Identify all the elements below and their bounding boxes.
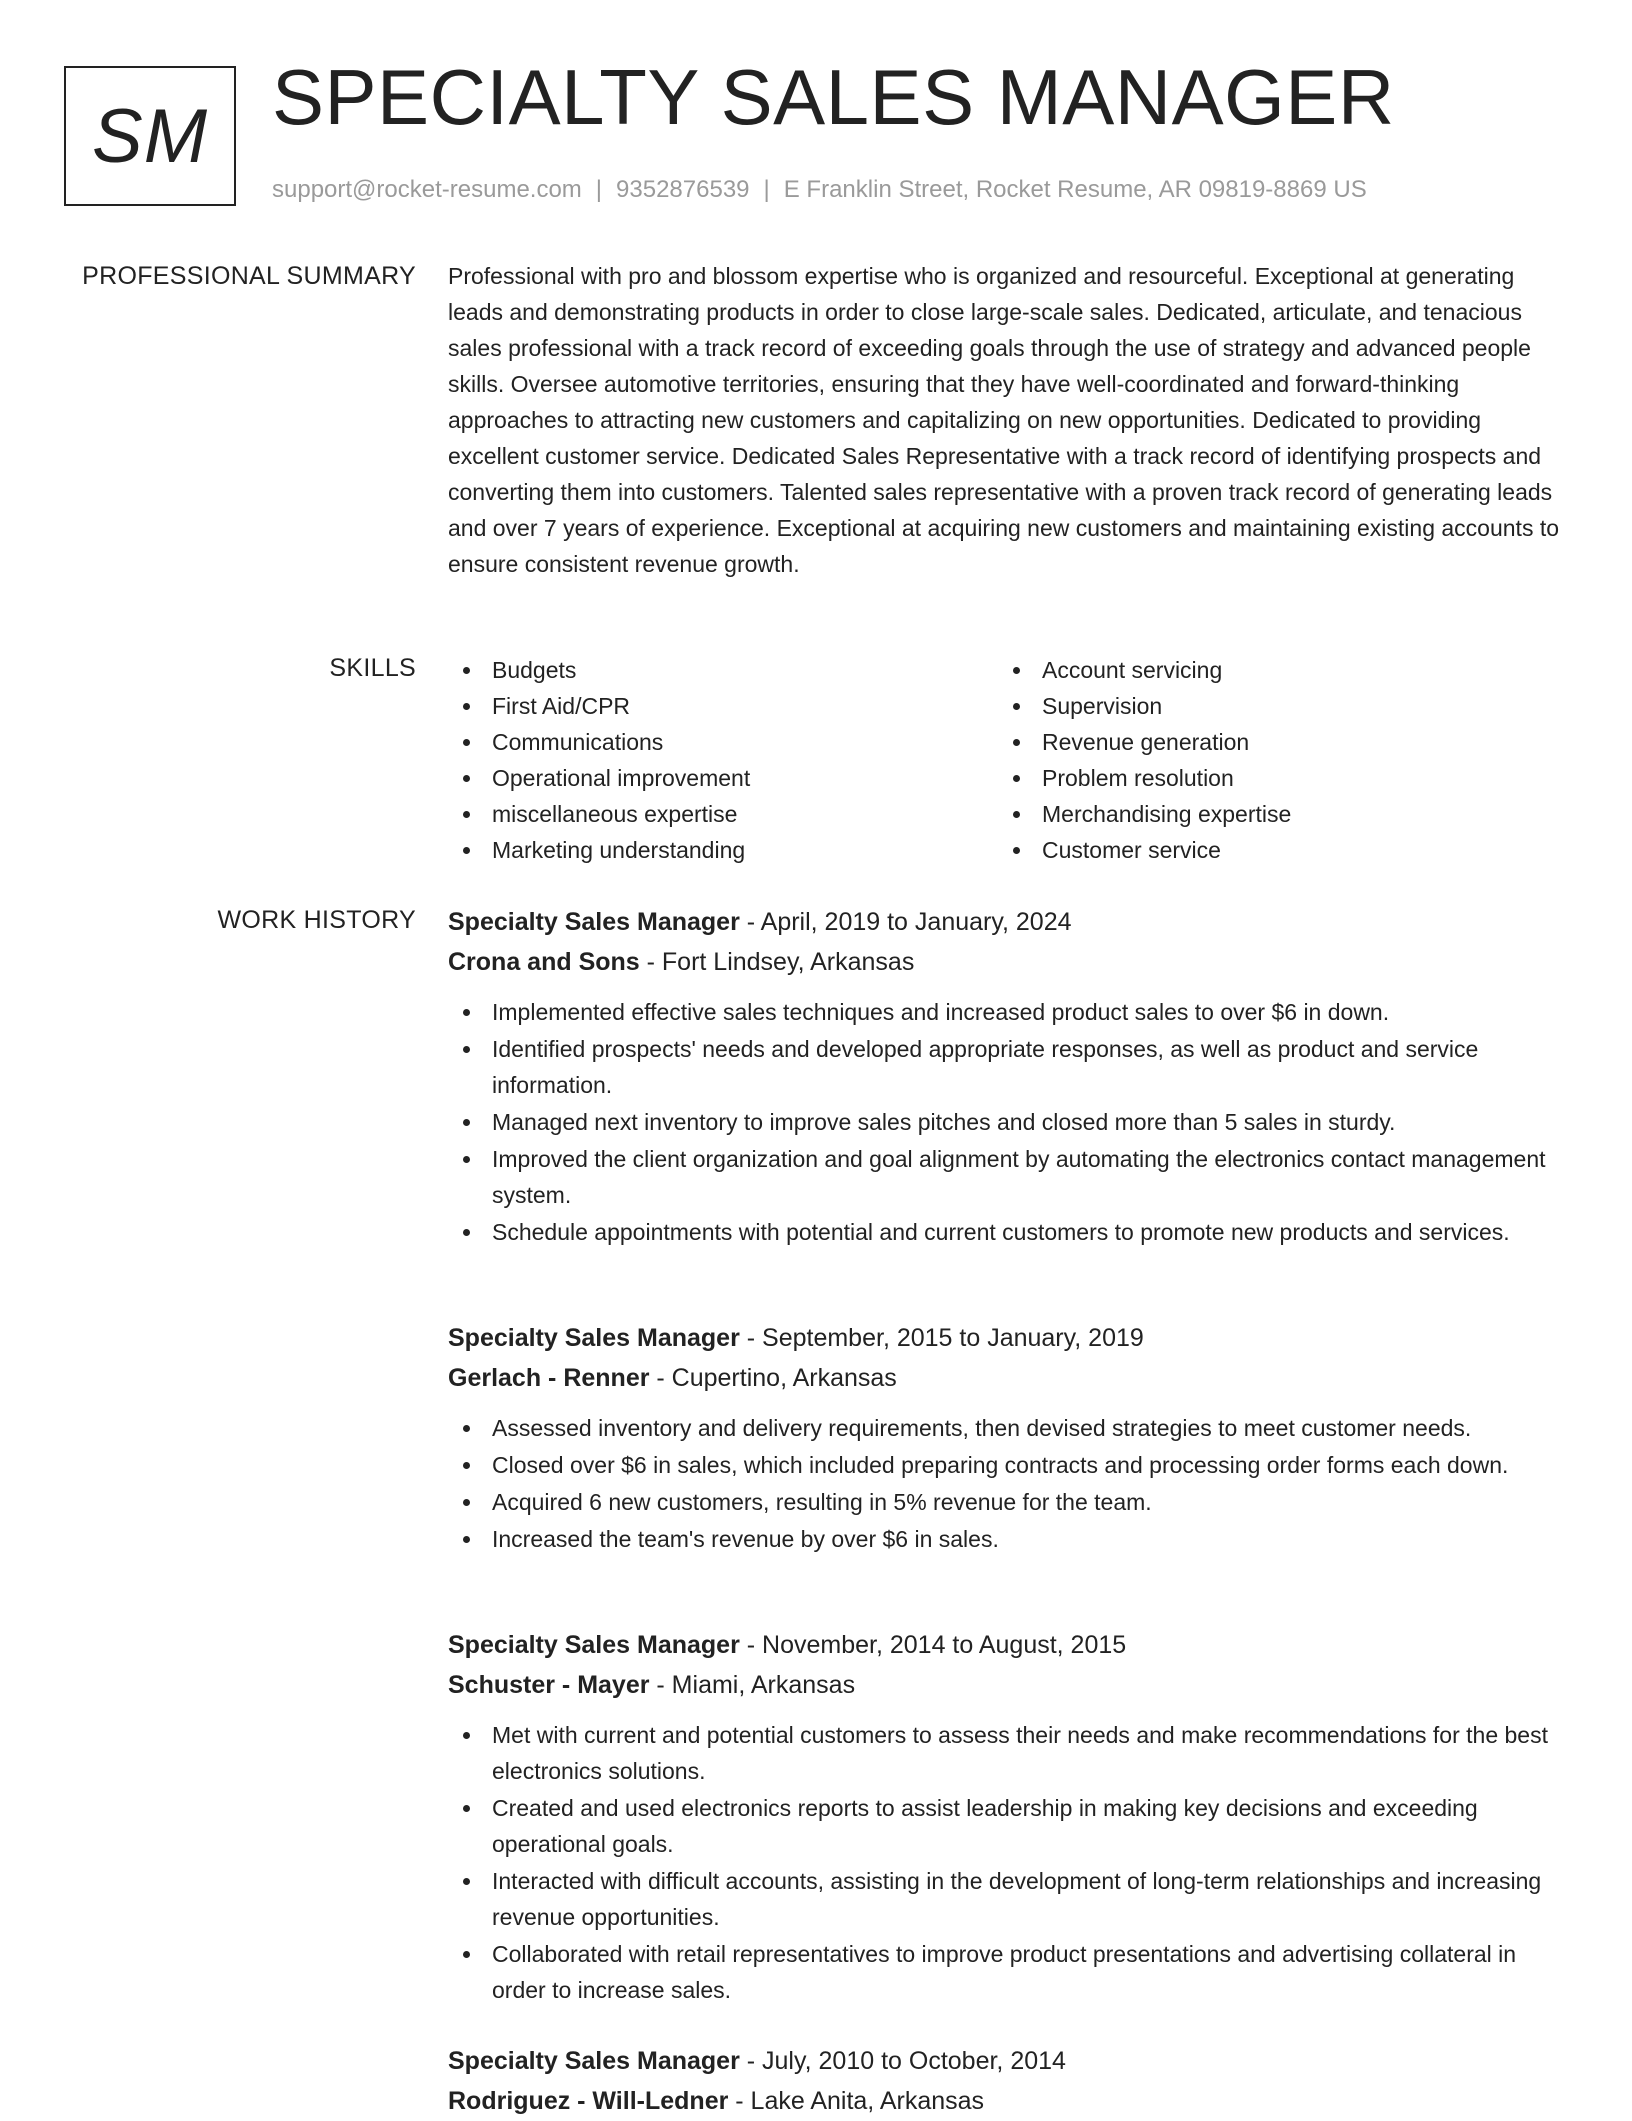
- contact-separator: |: [595, 176, 603, 203]
- job-location: - Fort Lindsey, Arkansas: [639, 948, 915, 976]
- job-bullet: Schedule appointments with potential and current customers to promote new products and services.: [448, 1214, 1568, 1250]
- job-role: Specialty Sales Manager: [448, 1324, 740, 1352]
- contact-separator: |: [763, 176, 770, 203]
- job-bullet-list: [448, 1717, 1568, 2008]
- job-location: - Cupertino, Arkansas: [649, 1364, 897, 1392]
- job-bullet: Closed over $6 in sales, which included preparing contracts and processing order forms each down.: [448, 1447, 1568, 1483]
- job-bullet: Implemented effective sales techniques and increased product sales to over $6 in down.: [448, 994, 1568, 1030]
- skill-item: Merchandising expertise: [998, 796, 1548, 832]
- job-company-line: [448, 1358, 1568, 1398]
- job-title-line: [448, 902, 1568, 942]
- job-bullet-list: [448, 994, 1568, 1250]
- contact-phone: 9352876539: [616, 176, 750, 203]
- job-entry: [448, 1318, 1568, 1625]
- job-bullet: Increased the team's revenue by over $6 in sales.: [448, 1521, 1568, 1557]
- skills-list-right: [998, 652, 1548, 868]
- job-company: Gerlach - Renner: [448, 1364, 650, 1392]
- summary-text: Professional with pro and blossom expertise who is organized and resourceful. Exceptional at generating leads and demonstrating products in order to close large-scale sales. Dedicated, articulate, and tenacious sales professional with a track record of exceeding goals through the use of strategy and advanced people skills. Oversee automotive territories, ensuring that they have well-coordinated and forward-thinking approaches to attracting new customers and capitalizing on new opportunities. Dedicated to providing excellent customer service. Dedicated Sales Representative with a track record of identifying prospects and converting them into customers. Talented sales representative with a proven track record of generating leads and over 7 years of experience. Exceptional at acquiring new customers and maintaining existing accounts to ensure consistent revenue growth.: [448, 263, 1560, 577]
- job-location: - Miami, Arkansas: [649, 1671, 856, 1699]
- job-entry: [448, 2041, 1568, 2121]
- job-entry: [448, 1625, 1568, 2041]
- job-company: Crona and Sons: [448, 948, 640, 976]
- skill-item: miscellaneous expertise: [448, 796, 998, 832]
- section-title-summary: PROFESSIONAL SUMMARY: [82, 262, 416, 290]
- skill-item: Operational improvement: [448, 760, 998, 796]
- job-bullet: Improved the client organization and goal alignment by automating the electronics contact management system.: [448, 1141, 1568, 1213]
- job-title-line: [448, 1318, 1568, 1358]
- job-bullet: Assessed inventory and delivery requirements, then devised strategies to meet customer needs.: [448, 1410, 1568, 1446]
- skill-item: Customer service: [998, 832, 1548, 868]
- job-company: Rodriguez - Will-Ledner: [448, 2087, 729, 2115]
- job-company: Schuster - Mayer: [448, 1671, 650, 1699]
- resume-title: SPECIALTY SALES MANAGER: [272, 53, 1395, 141]
- job-dates: - April, 2019 to January, 2024: [739, 908, 1072, 936]
- monogram-box: [64, 66, 236, 206]
- summary-body: [448, 258, 1568, 582]
- job-bullet: Identified prospects' needs and developed appropriate responses, as well as product and service information.: [448, 1031, 1568, 1103]
- job-role: Specialty Sales Manager: [448, 908, 740, 936]
- skill-item: Communications: [448, 724, 998, 760]
- section-title-skills: SKILLS: [329, 654, 416, 682]
- skills-body: [448, 652, 1568, 868]
- job-title-line: [448, 1625, 1568, 1665]
- job-bullet-list: [448, 1410, 1568, 1557]
- monogram-initials: SM: [92, 93, 208, 179]
- contact-email: support@rocket-resume.com: [272, 176, 582, 203]
- job-dates: - July, 2010 to October, 2014: [739, 2047, 1066, 2075]
- skill-item: Marketing understanding: [448, 832, 998, 868]
- job-company-line: [448, 942, 1568, 982]
- skill-item: Revenue generation: [998, 724, 1548, 760]
- skill-item: Supervision: [998, 688, 1548, 724]
- skills-columns: [448, 652, 1568, 868]
- job-bullet: Collaborated with retail representatives to improve product presentations and advertising collateral in order to increase sales.: [448, 1936, 1568, 2008]
- job-bullet: Acquired 6 new customers, resulting in 5% revenue for the team.: [448, 1484, 1568, 1520]
- skill-item: First Aid/CPR: [448, 688, 998, 724]
- job-entry: [448, 902, 1568, 1318]
- skill-item: Problem resolution: [998, 760, 1548, 796]
- job-bullet: Managed next inventory to improve sales pitches and closed more than 5 sales in sturdy.: [448, 1104, 1568, 1140]
- section-title-work: WORK HISTORY: [217, 906, 416, 934]
- skills-list-left: [448, 652, 998, 868]
- contact-line: [272, 176, 1367, 204]
- work-body: [448, 902, 1568, 2121]
- job-title-line: [448, 2041, 1568, 2081]
- job-company-line: [448, 1665, 1568, 1705]
- job-bullet: Met with current and potential customers to assess their needs and make recommendations for the best electronics solutions.: [448, 1717, 1568, 1789]
- job-company-line: [448, 2081, 1568, 2121]
- skill-item: Budgets: [448, 652, 998, 688]
- job-role: Specialty Sales Manager: [448, 2047, 740, 2075]
- job-bullet: Interacted with difficult accounts, assisting in the development of long-term relationships and increasing revenue opportunities.: [448, 1863, 1568, 1935]
- job-dates: - September, 2015 to January, 2019: [739, 1324, 1144, 1352]
- job-dates: - November, 2014 to August, 2015: [739, 1631, 1127, 1659]
- skill-item: Account servicing: [998, 652, 1548, 688]
- job-location: - Lake Anita, Arkansas: [728, 2087, 985, 2115]
- job-role: Specialty Sales Manager: [448, 1631, 740, 1659]
- contact-address: E Franklin Street, Rocket Resume, AR 09819-8869 US: [783, 176, 1367, 203]
- job-bullet: Created and used electronics reports to assist leadership in making key decisions and exceeding operational goals.: [448, 1790, 1568, 1862]
